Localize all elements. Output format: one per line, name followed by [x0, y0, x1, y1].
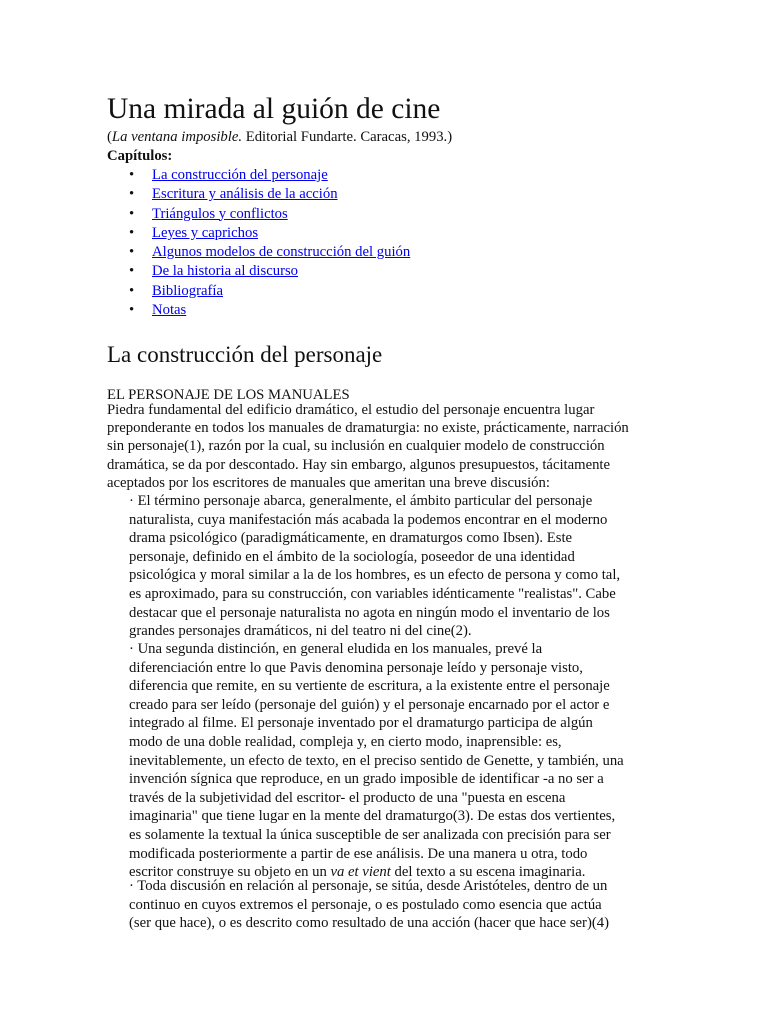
open-paren: ( [107, 129, 112, 145]
point-paragraph-3 [129, 877, 625, 933]
bullet-icon: • [129, 224, 135, 241]
text-line: · Toda discusión en relación al personaje, se sitúa, desde Aristóteles, dentro de un [129, 878, 608, 894]
bullet-icon: • [129, 205, 135, 222]
text-line: (ser que hace), o es descrito como resultado de una acción (hacer que hace ser)(4) [129, 915, 609, 932]
text-run: escritor construye su objeto en un [129, 864, 331, 881]
chapter-item [107, 282, 627, 301]
point-paragraph-2 [129, 640, 625, 882]
text-line: preponderante en todos los manuales de dramaturgia: no existe, prácticamente, narración [107, 420, 629, 437]
chapter-item [107, 262, 627, 281]
text-line: invención sígnica que reproduce, en un grado imposible de identificar -a no ser a [129, 771, 604, 788]
section-title: La construcción del personaje [107, 342, 383, 368]
book-reference [107, 128, 627, 147]
bullet-icon: • [129, 302, 135, 319]
text-line: drama psicológico (paradigmáticamente, en dramaturgos como Ibsen). Este [129, 530, 573, 547]
text-line: naturalista, cuya manifestación más acabada la podemos encontrar en el moderno [129, 511, 608, 528]
bullet-icon: • [129, 167, 135, 183]
point-paragraph-1 [129, 492, 625, 641]
chapter-item [107, 301, 627, 320]
chapter-item [107, 205, 627, 224]
text-line: través de la subjetividad del escritor- el producto de una "puesta en escena [129, 789, 566, 806]
text-line: diferenciación entre lo que Pavis denomina personaje leído y personaje visto, [129, 659, 583, 676]
chapter-item [107, 185, 627, 204]
text-line: · El término personaje abarca, generalmente, el ámbito particular del personaje [129, 493, 593, 509]
intro-paragraph [107, 401, 627, 492]
chapter-link-historia-discurso[interactable]: De la historia al discurso [152, 263, 299, 280]
text-line: diferencia que remite, en su vertiente de escritura, a la existente entre el personaje [129, 678, 610, 695]
text-line: aceptados por los escritores de manuales que ameritan una breve discusión: [107, 474, 550, 491]
chapter-item [107, 166, 627, 185]
chapter-link-modelos-construccion[interactable]: Algunos modelos de construcción del guión [152, 244, 411, 261]
chapter-link-bibliografia[interactable]: Bibliografía [152, 282, 223, 299]
chapter-link-construccion-personaje[interactable]: La construcción del personaje [152, 167, 328, 183]
text-line: imaginaria" que tiene lugar en la mente del dramaturgo(3). De estas dos vertientes, [129, 808, 616, 825]
chapter-link-leyes-caprichos[interactable]: Leyes y caprichos [152, 224, 259, 241]
text-line: creado para ser leído (personaje del guión) y el personaje encarnado por el actor e [129, 696, 610, 713]
text-line: modo de una doble realidad, compleja y, en cierto modo, inaprensible: es, [129, 733, 562, 750]
text-line: modificada posteriormente a partir de ese análisis. De una manera u otra, todo [129, 845, 588, 862]
text-run: del texto a su escena imaginaria. [390, 864, 586, 881]
text-line: Piedra fundamental del edificio dramático, el estudio del personaje encuentra lugar [107, 402, 595, 418]
text-line: personaje, definido en el ámbito de la sociología, poseedor de una identidad [129, 548, 575, 565]
page-title: Una mirada al guión de cine [107, 93, 441, 125]
chapter-link-triangulos-conflictos[interactable]: Triángulos y conflictos [152, 205, 288, 222]
text-line: · Una segunda distinción, en general eludida en los manuales, prevé la [129, 641, 543, 657]
text-line: psicológica y moral similar a la de los hombres, es un efecto de persona y como tal, [129, 567, 621, 584]
publisher-info: Editorial Fundarte. Caracas, 1993.) [242, 129, 453, 145]
text-line: dramática, se da por descontado. Hay sin embargo, algunos presupuestos, tácitamente [107, 456, 611, 473]
document-header [107, 90, 627, 405]
chapter-item [107, 224, 627, 243]
chapters-label: Capítulos: [107, 148, 173, 164]
chapter-list [107, 166, 627, 320]
bullet-icon: • [129, 244, 135, 261]
text-line: integrado al filme. El personaje inventado por el dramaturgo participa de algún [129, 715, 593, 732]
text-line: es aproximado, para su construcción, con variables idénticamente "realistas". Cabe [129, 585, 616, 602]
text-line: grandes personajes dramáticos, ni del teatro ni del cine(2). [129, 623, 472, 640]
section-subheading: EL PERSONAJE DE LOS MANUALES [107, 387, 350, 404]
bullet-icon: • [129, 282, 135, 299]
bullet-icon: • [129, 186, 135, 203]
bullet-icon: • [129, 263, 135, 280]
italic-phrase: va et vient [330, 864, 391, 881]
text-line: inevitablemente, un efecto de texto, en el preciso sentido de Genette, y también, una [129, 752, 624, 769]
chapter-link-notas[interactable]: Notas [152, 302, 187, 319]
text-line: continuo en cuyos extremos el personaje, o es postulado como esencia que actúa [129, 896, 602, 913]
text-line: es solamente la textual la única susceptible de ser analizada con precisión para ser [129, 826, 611, 843]
chapter-item [107, 243, 627, 262]
chapter-link-escritura-analisis[interactable]: Escritura y análisis de la acción [152, 186, 338, 203]
text-line: destacar que el personaje naturalista no agota en ningún modo el inventario de los [129, 604, 610, 621]
text-line: sin personaje(1), razón por la cual, su inclusión en cualquier modelo de construcción [107, 438, 605, 455]
book-title: La ventana imposible. [111, 129, 243, 145]
